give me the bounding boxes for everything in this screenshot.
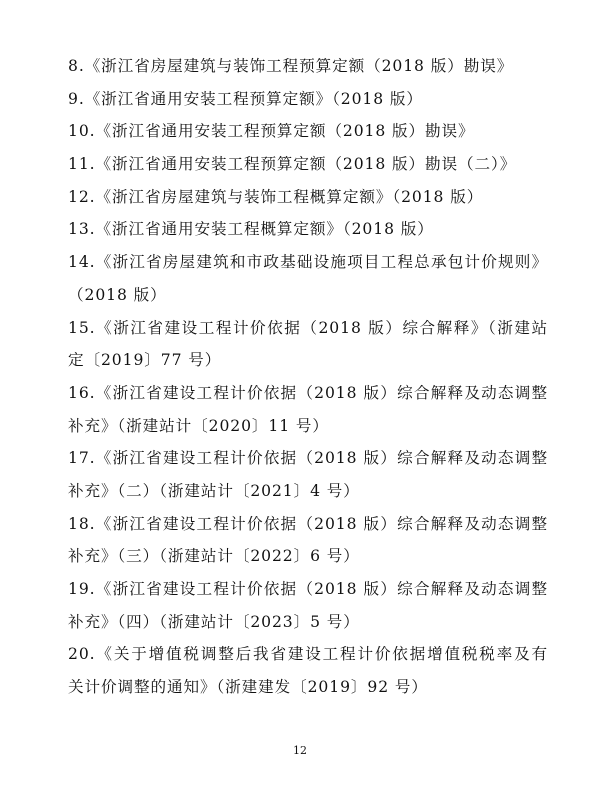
list-item (68, 573, 548, 606)
list-item (68, 246, 548, 279)
list-item (68, 181, 548, 214)
item-text: 补充》（二）（浙建站计〔2021〕4 号） (68, 481, 360, 500)
list-item (68, 83, 548, 116)
item-text: 《浙江省建设工程计价依据（2018 版）综合解释及动态调整 (95, 580, 548, 598)
list-item (68, 115, 548, 148)
item-text: 补充》（浙建站计〔2020〕11 号） (68, 416, 329, 435)
item-text: 《浙江省房屋建筑与装饰工程概算定额》（2018 版） (95, 187, 484, 206)
item-number: 14. (68, 253, 96, 272)
list-item-continuation (68, 606, 548, 639)
item-text: 《关于增值税调整后我省建设工程计价依据增值税税率及有 (95, 645, 548, 664)
list-item (68, 377, 548, 410)
item-text: 《浙江省房屋建筑与装饰工程预算定额（2018 版）勘误》 (84, 57, 514, 75)
item-text: 定〔2019〕77 号） (68, 351, 222, 370)
list-item-continuation (68, 671, 548, 704)
item-number: 19. (68, 580, 96, 598)
item-text: 关计价调整的通知》（浙建建发〔2019〕92 号） (68, 678, 428, 697)
item-number: 18. (68, 514, 96, 533)
list-item-continuation (68, 344, 548, 377)
item-text: 《浙江省建设工程计价依据（2018 版）综合解释及动态调整 (95, 514, 548, 533)
item-number: 13. (68, 220, 96, 239)
list-item (68, 148, 548, 181)
item-number: 8. (68, 57, 85, 75)
item-text: 《浙江省建设工程计价依据（2018 版）综合解释及动态调整 (95, 383, 548, 402)
list-item-continuation (68, 475, 548, 508)
item-number: 17. (68, 449, 96, 468)
list-item-continuation (68, 540, 548, 573)
item-text: 《浙江省房屋建筑和市政基础设施项目工程总承包计价规则》 (95, 253, 548, 272)
item-text: 《浙江省通用安装工程预算定额》（2018 版） (84, 89, 423, 108)
item-number: 12. (68, 187, 96, 206)
item-number: 16. (68, 383, 96, 402)
list-item (68, 50, 548, 83)
list-item (68, 312, 548, 345)
item-number: 9. (68, 89, 85, 108)
regulation-list (68, 50, 548, 704)
item-text: 《浙江省通用安装工程预算定额（2018 版）勘误》 (95, 122, 475, 141)
item-text: 补充》（四）（浙建站计〔2023〕5 号） (68, 612, 360, 631)
item-text: 《浙江省通用安装工程概算定额》（2018 版） (95, 220, 434, 239)
item-number: 15. (68, 318, 96, 337)
item-text: （2018 版） (68, 285, 167, 304)
item-text: 《浙江省建设工程计价依据（2018 版）综合解释》（浙建站 (95, 318, 548, 337)
list-item (68, 442, 548, 475)
item-text: 补充》（三）（浙建站计〔2022〕6 号） (68, 547, 360, 566)
list-item (68, 638, 548, 671)
page-number: 12 (293, 744, 307, 757)
list-item (68, 508, 548, 541)
list-item-continuation (68, 410, 548, 443)
item-text: 《浙江省通用安装工程预算定额（2018 版）勘误（二）》 (95, 155, 517, 174)
list-item (68, 213, 548, 246)
list-item-continuation (68, 279, 548, 312)
item-text: 《浙江省建设工程计价依据（2018 版）综合解释及动态调整 (95, 449, 548, 468)
item-number: 11. (68, 155, 96, 174)
item-number: 20. (68, 645, 96, 664)
item-number: 10. (68, 122, 96, 141)
